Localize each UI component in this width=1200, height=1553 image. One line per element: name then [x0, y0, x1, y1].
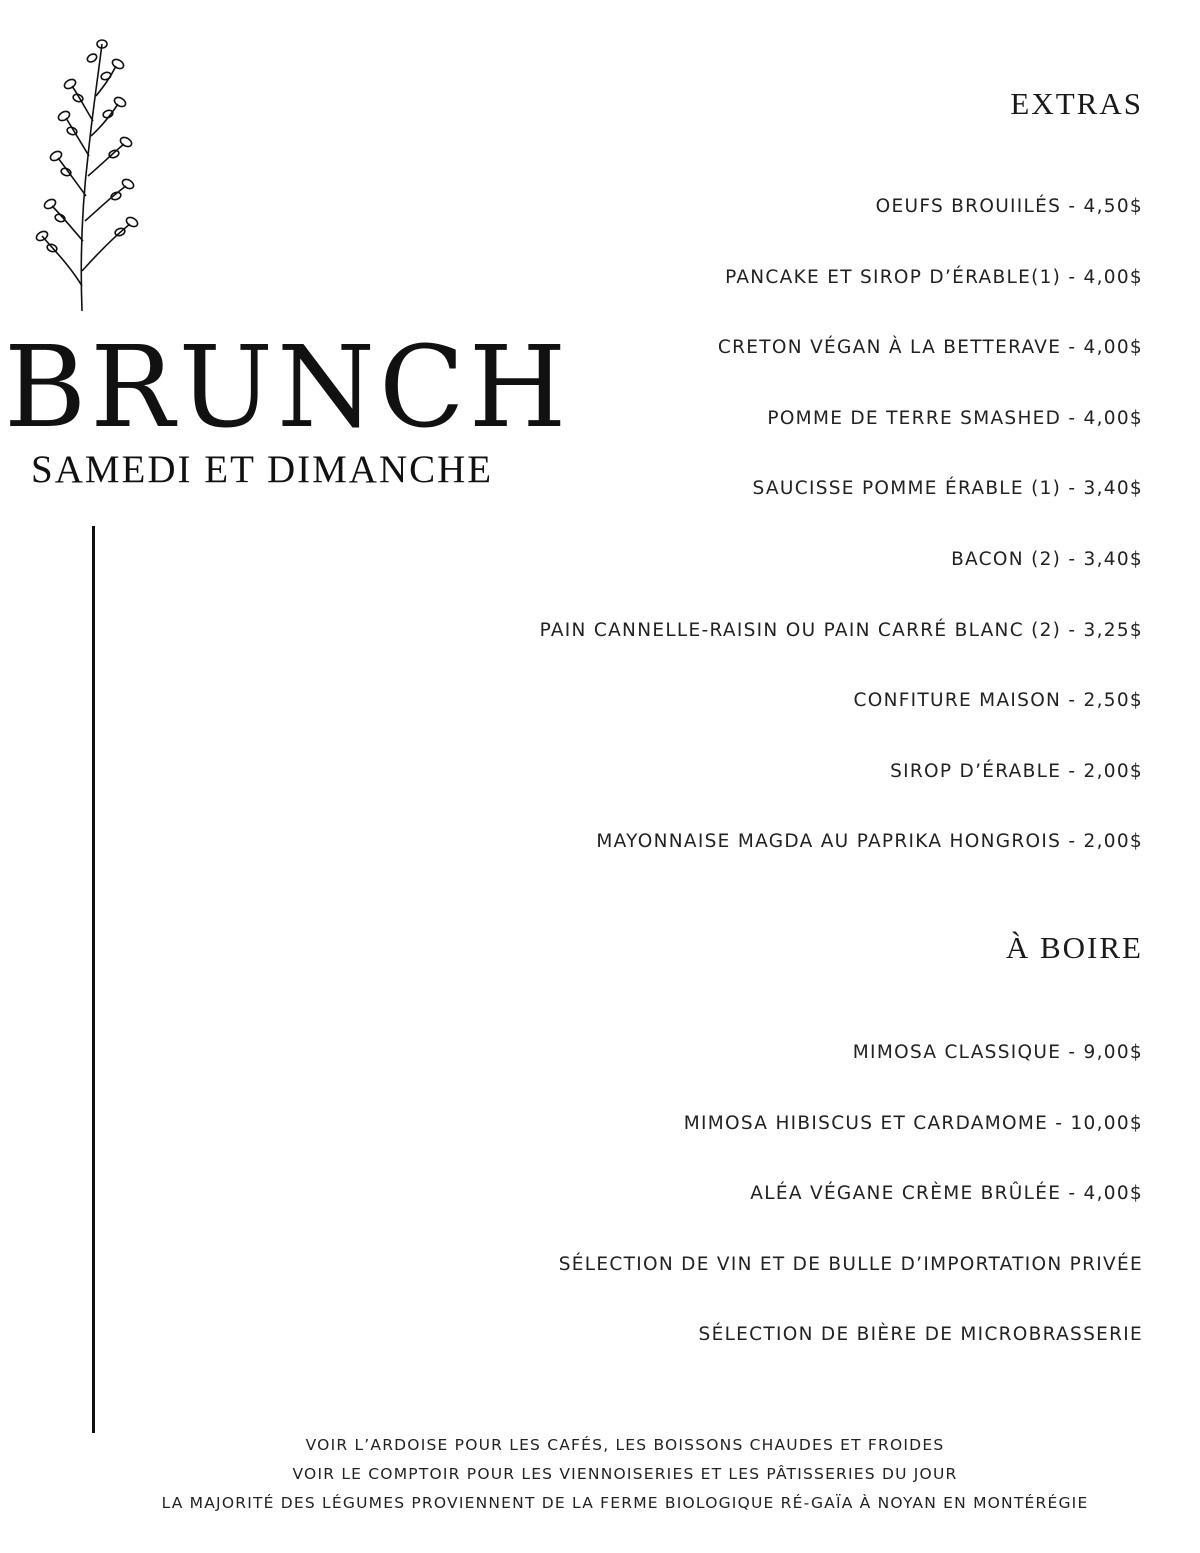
menu-item: OEUFS BROUIILÉS - 4,50$: [875, 196, 1143, 217]
leaf-branch-icon: [30, 36, 160, 316]
menu-item: MIMOSA CLASSIQUE - 9,00$: [852, 1042, 1143, 1063]
menu-item: MAYONNAISE MAGDA AU PAPRIKA HONGROIS - 2,00$: [596, 831, 1143, 853]
menu-item: SIROP D’ÉRABLE - 2,00$: [890, 760, 1143, 782]
drinks-list: [243, 1040, 1143, 1393]
menu-item: ALÉA VÉGANE CRÈME BRÛLÉE - 4,00$: [750, 1183, 1143, 1205]
menu-item: BACON (2) - 3,40$: [951, 548, 1143, 570]
menu-item: MIMOSA HIBISCUS ET CARDAMOME - 10,00$: [683, 1112, 1143, 1134]
extras-list: [243, 194, 1143, 900]
footer-line: LA MAJORITÉ DES LÉGUMES PROVIENNENT DE LA FERME BIOLOGIQUE RÉ-GAÏA À NOYAN EN MONTÉRÉGIE: [161, 1494, 1089, 1512]
menu-item: SÉLECTION DE VIN ET DE BULLE D’IMPORTATION PRIVÉE: [558, 1253, 1143, 1275]
menu-item: PAIN CANNELLE-RAISIN OU PAIN CARRÉ BLANC (2) - 3,25$: [539, 619, 1143, 641]
page-subtitle: SAMEDI ET DIMANCHE: [31, 448, 494, 491]
menu-item: CRETON VÉGAN À LA BETTERAVE - 4,00$: [717, 337, 1143, 359]
section-title-extras: EXTRAS: [1010, 86, 1143, 121]
page-title: BRUNCH: [4, 323, 571, 453]
footer-line: VOIR LE COMPTOIR POUR LES VIENNOISERIES ET LES PÂTISSERIES DU JOUR: [292, 1465, 958, 1483]
footer-notes: [0, 1431, 1200, 1518]
menu-item: SAUCISSE POMME ÉRABLE (1) - 3,40$: [752, 478, 1143, 500]
menu-item: POMME DE TERRE SMASHED - 4,00$: [767, 407, 1143, 429]
menu-item: CONFITURE MAISON - 2,50$: [853, 690, 1143, 712]
menu-item: PANCAKE ET SIROP D’ÉRABLE(1) - 4,00$: [725, 266, 1143, 288]
vertical-divider: [92, 526, 95, 1433]
section-title-drinks: À BOIRE: [1005, 930, 1143, 965]
footer-line: VOIR L’ARDOISE POUR LES CAFÉS, LES BOISSONS CHAUDES ET FROIDES: [305, 1436, 945, 1454]
menu-item: SÉLECTION DE BIÈRE DE MICROBRASSERIE: [698, 1324, 1143, 1346]
